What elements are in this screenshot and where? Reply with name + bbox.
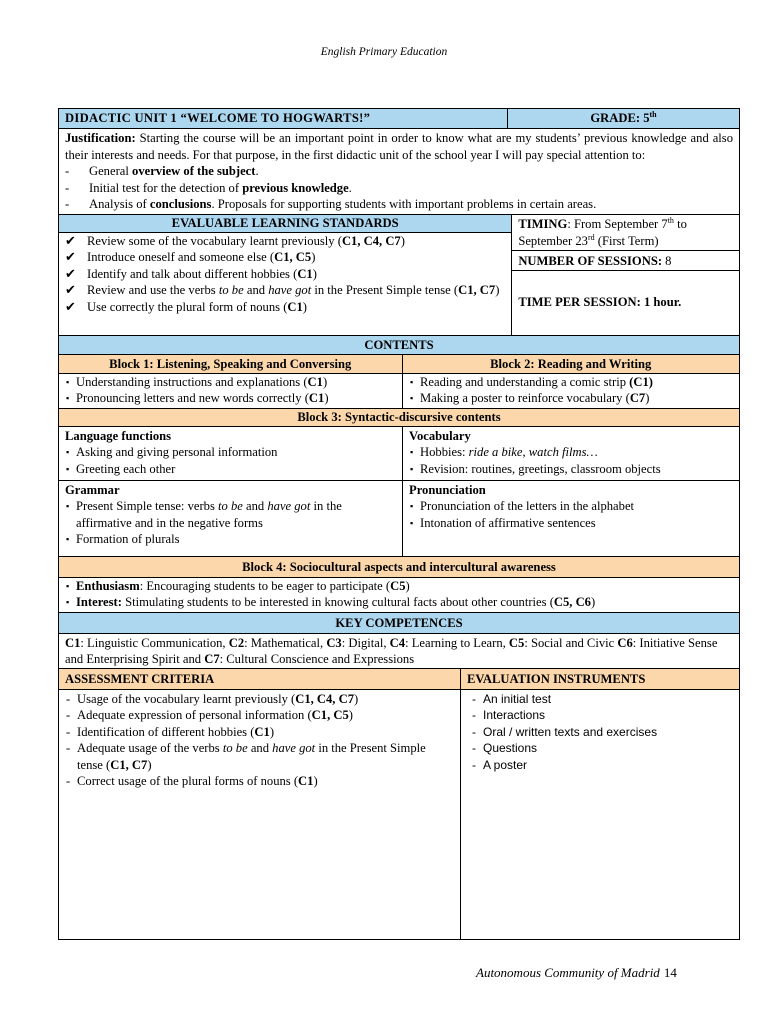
grade-label: GRADE: xyxy=(590,111,644,125)
block4-list xyxy=(65,578,733,611)
block3-row-2 xyxy=(59,480,739,556)
evaluation-heading: EVALUATION INSTRUMENTS xyxy=(460,669,739,689)
list-item xyxy=(471,724,733,741)
block2-content xyxy=(402,374,739,408)
item-text: Analysis of xyxy=(89,197,150,211)
competence-codes: C1 xyxy=(298,774,314,788)
list-item xyxy=(65,282,505,299)
check-icon: ✔ xyxy=(65,232,76,248)
vocabulary-cell xyxy=(402,427,739,480)
item-text: Formation of plurals xyxy=(76,532,180,546)
competence-codes: C1, C5 xyxy=(274,250,312,264)
grade-sup: th xyxy=(649,109,657,119)
item-text: . xyxy=(348,180,352,195)
list-item xyxy=(65,249,505,266)
list-item xyxy=(409,390,733,407)
timing-label: TIMING xyxy=(518,216,568,231)
justification-list xyxy=(65,163,733,213)
item-text: ) xyxy=(312,266,317,281)
grade-cell xyxy=(507,109,739,128)
timing-sup: rd xyxy=(587,232,595,242)
item-text: in the Present Simple tense ( xyxy=(311,283,459,297)
competence-code: C6 xyxy=(617,635,633,650)
square-bullet-icon: ▪ xyxy=(410,517,414,528)
item-text: Introduce oneself and someone else ( xyxy=(87,250,275,264)
contents-heading-text: CONTENTS xyxy=(364,337,434,352)
item-text: Stimulating students to be interested in knowing cultural facts about other countries ( xyxy=(121,595,554,609)
unit-title: DIDACTIC UNIT 1 “WELCOME TO HOGWARTS!” xyxy=(65,111,371,125)
item-text: and xyxy=(243,283,269,297)
item-italic: to be xyxy=(218,499,243,513)
competences-row xyxy=(59,633,739,668)
list-item xyxy=(65,578,733,595)
item-text: Understanding instructions and explanations ( xyxy=(76,374,308,389)
block4-cell xyxy=(59,578,739,612)
item-text: and xyxy=(242,499,268,513)
item-text: Revision: routines, greetings, classroom objects xyxy=(420,461,661,476)
dash-marker: - xyxy=(66,691,71,706)
block1-content xyxy=(59,374,402,408)
competences-heading: KEY COMPETENCES xyxy=(335,615,463,630)
item-text: ) xyxy=(400,233,405,248)
competence-codes: C7 xyxy=(629,391,646,405)
block4-title: Block 4: Sociocultural aspects and intercultural awareness xyxy=(242,559,556,574)
square-bullet-icon: ▪ xyxy=(66,376,70,387)
item-text: Asking and giving personal information xyxy=(76,445,278,459)
standards-heading: EVALUABLE LEARNING STANDARDS xyxy=(59,215,511,233)
list-item xyxy=(65,390,396,407)
language-functions-list xyxy=(65,444,396,477)
assessment-heading: ASSESSMENT CRITERIA xyxy=(65,671,215,686)
item-text: Correct usage of the plural forms of nouns ( xyxy=(77,774,299,788)
assessment-content-row xyxy=(59,689,739,939)
square-bullet-icon: ▪ xyxy=(66,447,70,457)
item-bold: previous knowledge xyxy=(242,180,349,195)
item-text: Usage of the vocabulary learnt previously ( xyxy=(77,691,296,706)
item-text: ) xyxy=(590,595,596,609)
sessions-value: 8 xyxy=(662,253,672,268)
item-text: ) xyxy=(354,691,359,706)
block3-title: Block 3: Syntactic-discursive contents xyxy=(297,409,501,424)
competence-codes: C1 xyxy=(307,374,323,389)
list-item xyxy=(65,594,733,611)
list-item xyxy=(65,773,454,790)
competence-codes: C1, C7 xyxy=(110,757,148,772)
item-text: Hobbies: xyxy=(420,445,469,459)
competence-code: C2 xyxy=(228,635,245,650)
list-item xyxy=(65,461,396,478)
block1-list xyxy=(65,374,396,407)
item-text: . xyxy=(255,164,259,178)
competence-code: C1 xyxy=(65,635,81,650)
competence-codes: C1 xyxy=(254,724,270,739)
check-icon: ✔ xyxy=(65,298,76,314)
dash-marker: - xyxy=(472,741,476,755)
unit-title-row xyxy=(59,109,739,128)
item-text: ) xyxy=(302,299,307,314)
competence-code: C5 xyxy=(508,635,525,650)
item-text: Questions xyxy=(483,741,538,755)
dash-marker: - xyxy=(472,757,476,772)
competence-codes: C1 xyxy=(297,266,313,281)
item-text: Adequate usage of the verbs xyxy=(77,741,223,755)
list-item xyxy=(65,724,454,741)
list-item xyxy=(65,233,505,250)
list-item xyxy=(65,740,454,773)
list-item xyxy=(471,707,733,724)
item-text: Use correctly the plural form of nouns ( xyxy=(87,299,288,314)
competence-text: : Mathematical, xyxy=(244,635,327,650)
dash-marker: - xyxy=(472,691,476,706)
sessions-cell xyxy=(512,251,739,271)
list-item xyxy=(409,461,733,478)
competence-codes: C1, C4, C7 xyxy=(341,233,401,248)
list-item xyxy=(65,707,454,724)
item-text: ) xyxy=(322,374,328,389)
competence-text: : Digital, xyxy=(341,635,390,650)
competence-code: C3 xyxy=(326,635,342,650)
grammar-cell xyxy=(59,481,402,556)
competence-codes: C5, C6 xyxy=(553,595,591,609)
blocks-1-2-content xyxy=(59,373,739,408)
dash-marker: - xyxy=(66,724,71,739)
block3-row-1 xyxy=(59,426,739,480)
item-text: : Encouraging students to be eager to participate ( xyxy=(139,578,391,593)
competence-text: : Linguistic Communication, xyxy=(80,635,229,650)
dash-marker: - xyxy=(65,197,70,211)
timing-text: to September 23 xyxy=(518,216,687,248)
item-italic: have got xyxy=(272,741,316,755)
item-text: in the affirmative and in the negative forms xyxy=(76,499,342,530)
assessment-cell xyxy=(59,690,460,939)
justification-label: Justification: xyxy=(65,131,136,145)
competence-codes: C1, C5 xyxy=(311,708,349,722)
item-text: A poster xyxy=(483,757,528,772)
didactic-unit-table xyxy=(58,108,740,940)
blocks-1-2-titles xyxy=(59,354,739,373)
square-bullet-icon: ▪ xyxy=(410,393,414,403)
standards-column xyxy=(59,215,511,335)
vocabulary-title: Vocabulary xyxy=(409,428,471,443)
item-text: . Proposals for supporting students with important problems in certain areas. xyxy=(211,197,597,211)
competences-text xyxy=(59,634,739,668)
item-text: ) xyxy=(348,708,353,722)
item-italic: ride a bike, watch films… xyxy=(468,445,598,459)
list-item xyxy=(409,498,733,515)
list-item xyxy=(65,266,505,283)
block4-content xyxy=(59,577,739,612)
item-text: Adequate expression of personal information ( xyxy=(77,708,312,722)
dash-marker: - xyxy=(66,708,71,722)
pronunciation-title: Pronunciation xyxy=(409,482,486,497)
block1-title: Block 1: Listening, Speaking and Conversing xyxy=(109,356,352,371)
item-text: ) xyxy=(645,391,650,405)
assessment-list xyxy=(65,691,454,790)
square-bullet-icon: ▪ xyxy=(66,393,70,403)
check-icon: ✔ xyxy=(65,249,76,264)
assessment-heading-row xyxy=(59,668,739,689)
evaluation-list xyxy=(471,691,733,774)
square-bullet-icon: ▪ xyxy=(410,447,414,457)
square-bullet-icon: ▪ xyxy=(410,463,414,474)
competence-code: C4 xyxy=(389,635,406,650)
item-text: Identification of different hobbies ( xyxy=(77,724,255,739)
item-text: Review and use the verbs xyxy=(87,283,219,297)
competence-codes: C1, C4, C7 xyxy=(295,691,354,706)
item-text: ) xyxy=(324,391,329,405)
list-item xyxy=(65,498,396,531)
item-italic: have got xyxy=(268,283,312,297)
standards-list xyxy=(59,233,511,316)
footer-text: Autonomous Community of Madrid xyxy=(476,965,660,980)
competence-text: : Learning to Learn, xyxy=(405,635,509,650)
language-functions-title: Language functions xyxy=(65,428,172,443)
check-icon: ✔ xyxy=(65,265,76,281)
check-icon: ✔ xyxy=(65,282,76,297)
competences-heading-row xyxy=(59,612,739,633)
item-text: Reading and understanding a comic strip xyxy=(420,374,630,389)
list-item xyxy=(409,515,733,532)
justification-paragraph xyxy=(65,130,733,163)
item-italic: to be xyxy=(218,283,244,297)
item-text: Identify and talk about different hobbies ( xyxy=(87,266,298,281)
timing-text: (First Term) xyxy=(594,233,659,248)
competence-codes: C1, C7 xyxy=(458,283,496,297)
justification-cell xyxy=(59,129,739,214)
pronunciation-cell xyxy=(402,481,739,556)
timing-sup: th xyxy=(667,215,674,225)
evaluation-cell xyxy=(460,690,739,939)
item-text: Intonation of affirmative sentences xyxy=(420,515,596,530)
item-text: Pronouncing letters and new words correctly ( xyxy=(76,391,309,405)
square-bullet-icon: ▪ xyxy=(410,376,414,387)
list-item xyxy=(65,180,733,197)
square-bullet-icon: ▪ xyxy=(66,501,70,511)
square-bullet-icon: ▪ xyxy=(66,597,70,607)
list-item xyxy=(65,691,454,708)
dash-marker: - xyxy=(65,180,70,195)
list-item xyxy=(65,299,505,316)
item-text: ) xyxy=(269,724,275,739)
block3-title-row xyxy=(59,408,739,426)
competence-codes: (C1) xyxy=(629,374,653,389)
sessions-label: NUMBER OF SESSIONS: xyxy=(518,253,663,268)
page-number: 14 xyxy=(663,965,677,980)
timing-cell xyxy=(512,215,739,251)
list-item xyxy=(409,444,733,461)
contents-heading xyxy=(59,335,739,354)
item-bold: conclusions xyxy=(149,197,212,211)
block2-title: Block 2: Reading and Writing xyxy=(402,355,740,373)
item-text: Interactions xyxy=(483,708,546,722)
list-item xyxy=(65,163,733,180)
square-bullet-icon: ▪ xyxy=(66,463,70,474)
justification-text: Starting the course will be an important point in order to know what are my students’ previous knowledge and also their interests and needs. For that purpose, in the first didactic unit of the school year I will pay special attention to: xyxy=(65,131,733,162)
item-text: Present Simple tense: verbs xyxy=(76,499,219,513)
item-label: Interest: xyxy=(76,595,122,609)
language-functions-cell xyxy=(59,427,402,480)
time-per-session: TIME PER SESSION: 1 hour. xyxy=(518,295,682,310)
item-text: and xyxy=(247,741,273,755)
competence-codes: C1 xyxy=(308,391,325,405)
dash-marker: - xyxy=(66,741,71,755)
page-footer xyxy=(476,965,677,982)
timing-column xyxy=(511,215,739,335)
item-text: ) xyxy=(495,283,500,297)
item-text: in the Present Simple tense ( xyxy=(77,741,426,772)
list-item xyxy=(471,691,733,708)
item-text: General xyxy=(89,164,133,178)
item-text: Initial test for the detection of xyxy=(89,180,243,195)
standards-row xyxy=(59,214,739,335)
item-text: ) xyxy=(405,578,410,593)
competence-text: : Initiative Sense and Enterprising Spirit and xyxy=(65,635,718,666)
block2-list xyxy=(409,374,733,407)
item-text: ) xyxy=(313,774,318,788)
item-text: Greeting each other xyxy=(76,461,176,476)
item-text: Pronunciation of the letters in the alphabet xyxy=(420,499,635,513)
list-item xyxy=(65,374,396,391)
item-label: Enthusiasm xyxy=(76,578,140,593)
pronunciation-list xyxy=(409,498,733,531)
dash-marker: - xyxy=(66,774,71,788)
item-text: Review some of the vocabulary learnt previously ( xyxy=(87,233,342,248)
block4-title-row xyxy=(59,556,739,577)
page-header: English Primary Education xyxy=(320,46,448,58)
list-item xyxy=(409,374,733,391)
dash-marker: - xyxy=(472,708,476,722)
list-item xyxy=(471,740,733,757)
competence-text: : Social and Civic xyxy=(524,635,618,650)
square-bullet-icon: ▪ xyxy=(66,580,70,591)
vocabulary-list xyxy=(409,444,733,477)
grammar-list xyxy=(65,498,396,548)
item-text: Making a poster to reinforce vocabulary ( xyxy=(420,391,630,405)
competence-code: C7 xyxy=(204,652,220,666)
dash-marker: - xyxy=(472,724,476,739)
item-text: ) xyxy=(147,757,152,772)
competence-codes: C5 xyxy=(390,578,406,593)
item-italic: to be xyxy=(222,741,248,755)
grade-number: 5 xyxy=(643,111,650,125)
list-item xyxy=(65,196,733,213)
item-text: An initial test xyxy=(483,691,552,706)
item-text: Oral / written texts and exercises xyxy=(483,724,658,739)
list-item xyxy=(471,757,733,774)
square-bullet-icon: ▪ xyxy=(410,501,414,511)
list-item xyxy=(65,531,396,548)
square-bullet-icon: ▪ xyxy=(66,534,70,544)
dash-marker: - xyxy=(65,164,70,178)
list-item xyxy=(65,444,396,461)
item-italic: have got xyxy=(267,499,311,513)
item-bold: overview of the subject xyxy=(132,164,256,178)
competence-codes: C1 xyxy=(287,299,303,314)
grammar-title: Grammar xyxy=(65,482,120,497)
competence-text: : Cultural Conscience and Expressions xyxy=(219,652,415,666)
justification-row xyxy=(59,128,739,214)
timing-text: : From September 7 xyxy=(567,216,668,231)
item-text: ) xyxy=(311,250,316,264)
